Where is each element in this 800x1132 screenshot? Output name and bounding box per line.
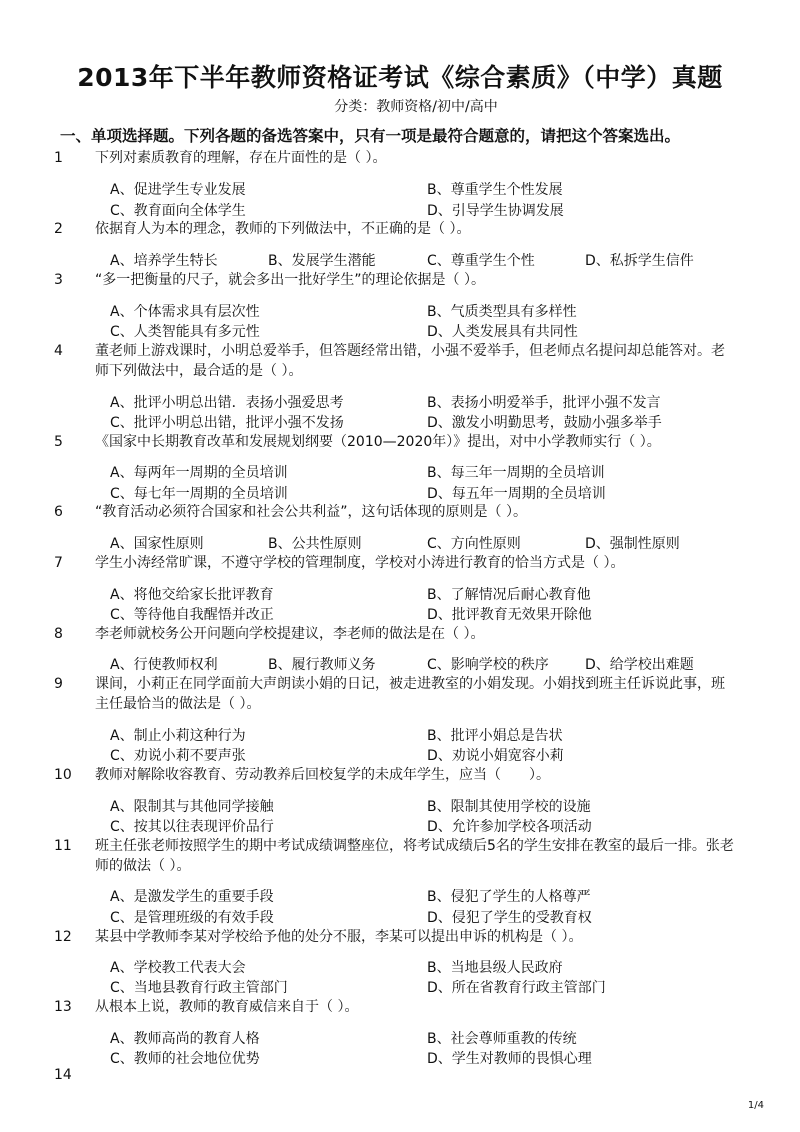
option-c: C、批评小明总出错，批评小强不发扬 bbox=[110, 415, 344, 431]
option-b: B、气质类型具有多样性 bbox=[427, 304, 577, 320]
option-d: D、学生对教师的畏惧心理 bbox=[427, 1051, 592, 1067]
option-d: D、每五年一周期的全员培训 bbox=[427, 486, 606, 502]
question-number: 5 bbox=[54, 434, 63, 450]
option-d: D、劝说小娟宽容小莉 bbox=[427, 748, 564, 764]
option-a: A、每两年一周期的全员培训 bbox=[110, 465, 288, 481]
section-heading: 一、单项选择题。下列各题的备选答案中，只有一项是最符合题意的，请把这个答案选出。 bbox=[60, 127, 681, 145]
question-number: 4 bbox=[54, 343, 63, 359]
question-text: 下列对素质教育的理解，存在片面性的是（ ）。 bbox=[95, 150, 387, 166]
question-number: 10 bbox=[54, 767, 72, 783]
question-number: 2 bbox=[54, 221, 63, 237]
option-b: B、侵犯了学生的人格尊严 bbox=[427, 889, 591, 905]
option-b: B、公共性原则 bbox=[268, 536, 362, 552]
question-text: “教育活动必须符合国家和社会公共利益”，这句话体现的原则是（ ）。 bbox=[95, 504, 527, 520]
option-c: C、方向性原则 bbox=[427, 536, 521, 552]
option-d: D、私拆学生信件 bbox=[585, 253, 694, 269]
option-d: D、给学校出难题 bbox=[585, 657, 694, 673]
option-c: C、影响学校的秩序 bbox=[427, 657, 549, 673]
option-c: C、人类智能具有多元性 bbox=[110, 324, 260, 340]
question-text: 李老师就校务公开问题向学校提建议，李老师的做法是在（ ）。 bbox=[95, 626, 485, 642]
question-text: 学生小涛经常旷课，不遵守学校的管理制度，学校对小涛进行教育的恰当方式是（ ）。 bbox=[95, 555, 625, 571]
option-c: C、尊重学生个性 bbox=[427, 253, 535, 269]
option-a: A、是激发学生的重要手段 bbox=[110, 889, 274, 905]
question-number: 11 bbox=[54, 838, 72, 854]
question-number: 8 bbox=[54, 626, 63, 642]
option-c: C、按其以往表现评价品行 bbox=[110, 819, 274, 835]
option-c: C、是管理班级的有效手段 bbox=[110, 910, 274, 926]
option-b: B、履行教师义务 bbox=[268, 657, 376, 673]
option-d: D、侵犯了学生的受教育权 bbox=[427, 910, 592, 926]
question-14-number: 14 bbox=[54, 1067, 72, 1083]
option-c: C、等待他自我醒悟并改正 bbox=[110, 607, 274, 623]
option-a: A、促进学生专业发展 bbox=[110, 182, 246, 198]
option-b: B、当地县级人民政府 bbox=[427, 960, 563, 976]
question-text: “多一把衡量的尺子，就会多出一批好学生”的理论依据是（ ）。 bbox=[95, 272, 485, 288]
page-title: 2013年下半年教师资格证考试《综合素质》（中学）真题 bbox=[77, 63, 723, 92]
option-a: A、制止小莉这种行为 bbox=[110, 728, 246, 744]
option-b: B、发展学生潜能 bbox=[268, 253, 376, 269]
question-text: 教师对解除收容教育、劳动教养后回校复学的未成年学生，应当（ ）。 bbox=[95, 767, 550, 783]
category-subtitle: 分类：教师资格/初中/高中 bbox=[334, 99, 498, 115]
option-a: A、将他交给家长批评教育 bbox=[110, 587, 274, 603]
question-number: 7 bbox=[54, 555, 63, 571]
question-text: 依据育人为本的理念，教师的下列做法中，不正确的是（ ）。 bbox=[95, 221, 471, 237]
option-b: B、尊重学生个性发展 bbox=[427, 182, 563, 198]
option-d: D、人类发展具有共同性 bbox=[427, 324, 578, 340]
option-d: D、批评教育无效果开除他 bbox=[427, 607, 592, 623]
question-text: 董老师上游戏课时，小明总爱举手，但答题经常出错，小强不爱举手，但老师点名提问却总能答对。老师下列做法中，最合适的是（ ）。 bbox=[95, 343, 725, 379]
option-b: B、限制其使用学校的设施 bbox=[427, 799, 591, 815]
question-text: 从根本上说，教师的教育威信来自于（ ）。 bbox=[95, 999, 359, 1015]
question-number: 6 bbox=[54, 504, 63, 520]
option-d: D、强制性原则 bbox=[585, 536, 680, 552]
option-a: A、批评小明总出错．表扬小强爱思考 bbox=[110, 395, 344, 411]
question-number: 1 bbox=[54, 150, 63, 166]
option-d: D、允许参加学校各项活动 bbox=[427, 819, 592, 835]
question-number: 3 bbox=[54, 272, 63, 288]
question-text: 班主任张老师按照学生的期中考试成绩调整座位，将考试成绩后5名的学生安排在教室的最后一排。张老师的做法（ ）。 bbox=[95, 838, 734, 874]
question-number: 12 bbox=[54, 929, 72, 945]
option-b: B、社会尊师重教的传统 bbox=[427, 1031, 577, 1047]
option-b: B、批评小娟总是告状 bbox=[427, 728, 563, 744]
option-d: D、引导学生协调发展 bbox=[427, 203, 564, 219]
option-a: A、教师高尚的教育人格 bbox=[110, 1031, 260, 1047]
option-c: C、教师的社会地位优势 bbox=[110, 1051, 260, 1067]
question-text: 课间，小莉正在同学面前大声朗读小娟的日记，被走进教室的小娟发现。小娟找到班主任诉说此事，班主任最恰当的做法是（ ）。 bbox=[95, 676, 725, 712]
option-d: D、激发小明勤思考，鼓励小强多举手 bbox=[427, 415, 662, 431]
option-a: A、个体需求具有层次性 bbox=[110, 304, 260, 320]
option-a: A、培养学生特长 bbox=[110, 253, 218, 269]
question-number: 13 bbox=[54, 999, 72, 1015]
option-c: C、每七年一周期的全员培训 bbox=[110, 486, 288, 502]
option-a: A、行使教师权利 bbox=[110, 657, 218, 673]
page-indicator: 1/4 bbox=[747, 1100, 764, 1111]
question-text: 《国家中长期教育改革和发展规划纲要（2010—2020年）》提出，对中小学教师实行（ ）。 bbox=[95, 434, 661, 450]
option-c: C、当地县教育行政主管部门 bbox=[110, 980, 288, 996]
option-b: B、了解情况后耐心教育他 bbox=[427, 587, 591, 603]
option-c: C、教育面向全体学生 bbox=[110, 203, 246, 219]
question-text: 某县中学教师李某对学校给予他的处分不服，李某可以提出申诉的机构是（ ）。 bbox=[95, 929, 583, 945]
option-b: B、每三年一周期的全员培训 bbox=[427, 465, 605, 481]
option-d: D、所在省教育行政主管部门 bbox=[427, 980, 606, 996]
option-a: A、限制其与其他同学接触 bbox=[110, 799, 274, 815]
option-a: A、学校教工代表大会 bbox=[110, 960, 246, 976]
option-a: A、国家性原则 bbox=[110, 536, 204, 552]
option-c: C、劝说小莉不要声张 bbox=[110, 748, 246, 764]
option-b: B、表扬小明爱举手，批评小强不发言 bbox=[427, 395, 661, 411]
question-number: 9 bbox=[54, 676, 63, 692]
